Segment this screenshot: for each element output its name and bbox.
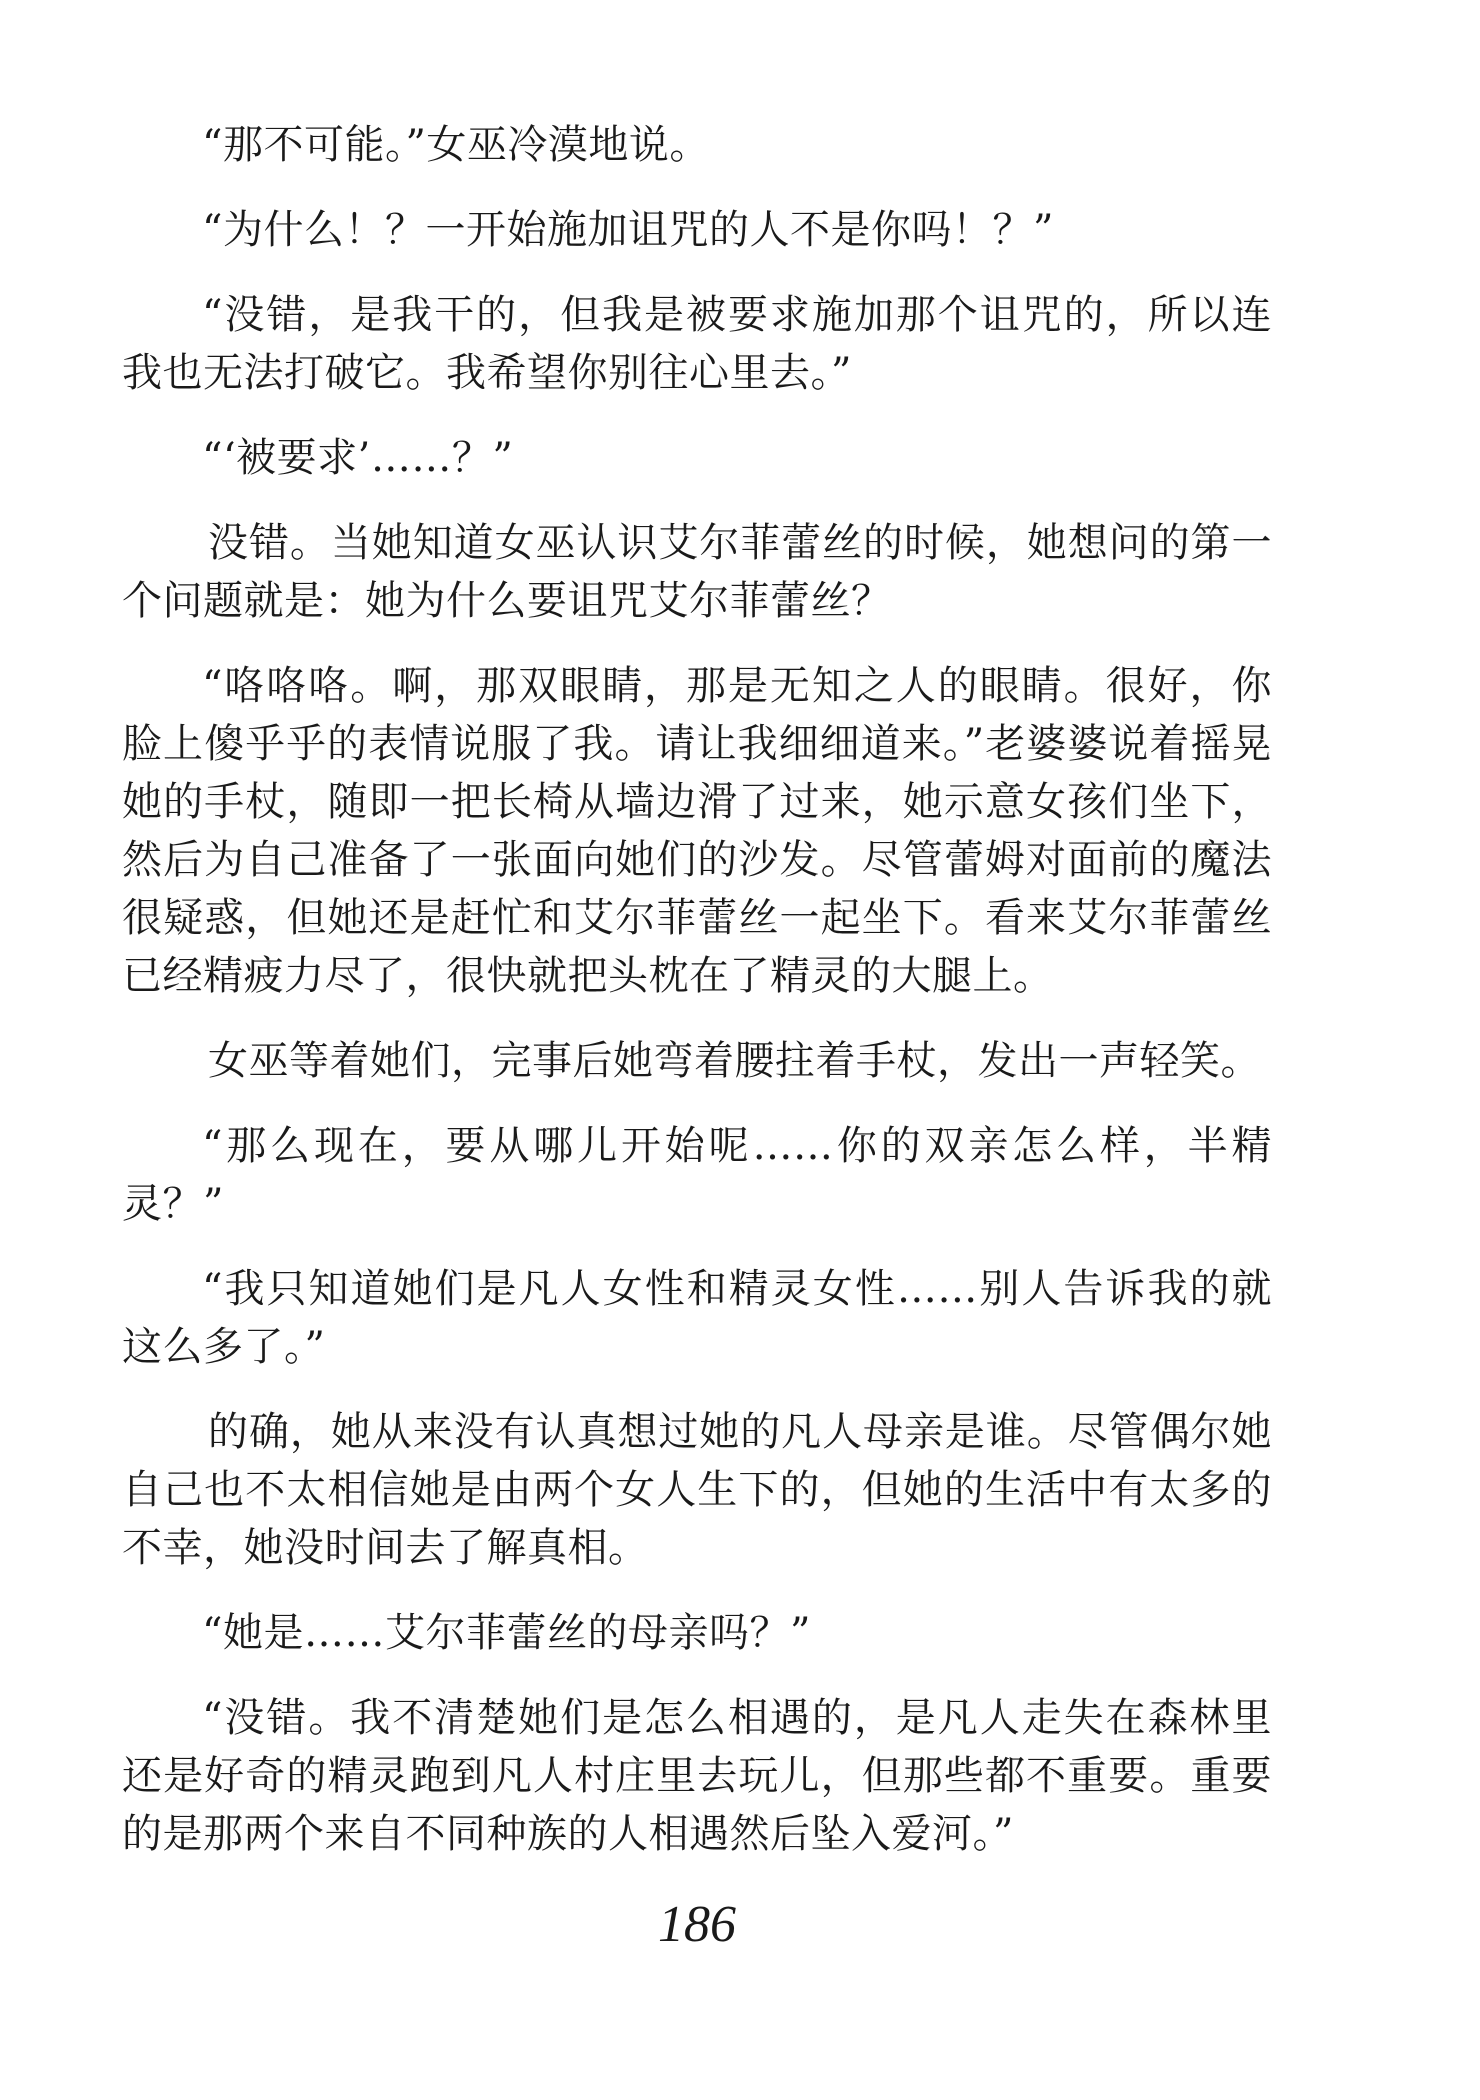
paragraph: “她是……艾尔菲蕾丝的母亲吗？” <box>202 1610 811 1656</box>
paragraph: 没错。当她知道女巫认识艾尔菲蕾丝的时候，她想问的第一个问题就是：她为什么要诅咒艾尔菲蕾丝？ <box>122 520 1272 624</box>
paragraph: “为什么！？一开始施加诅咒的人不是你吗！？” <box>202 207 1054 253</box>
paragraph: “那不可能。”女巫冷漠地说。 <box>202 122 710 168</box>
page-number: 186 <box>658 1896 736 1953</box>
body-text <box>122 116 1272 1890</box>
paragraph: “我只知道她们是凡人女性和精灵女性……别人告诉我的就这么多了。” <box>122 1266 1272 1370</box>
paragraph: 女巫等着她们，完事后她弯着腰拄着手杖，发出一声轻笑。 <box>208 1038 1261 1084</box>
paragraph: “没错。我不清楚她们是怎么相遇的，是凡人走失在森林里还是好奇的精灵跑到凡人村庄里去玩儿，但那些都不重要。重要的是那两个来自不同种族的人相遇然后坠入爱河。” <box>122 1695 1272 1857</box>
paragraph: “没错，是我干的，但我是被要求施加那个诅咒的，所以连我也无法打破它。我希望你别往心里去。” <box>122 292 1272 396</box>
paragraph: “咯咯咯。啊，那双眼睛，那是无知之人的眼睛。很好，你脸上傻乎乎的表情说服了我。请让我细细道来。”老婆婆说着摇晃她的手杖，随即一把长椅从墙边滑了过来，她示意女孩们坐下，然后为自己准备了一张面向她们的沙发。尽管蕾姆对面前的魔法很疑惑，但她还是赶忙和艾尔菲蕾丝一起坐下。看来艾尔菲蕾丝已经精疲力尽了，很快就把头枕在了精灵的大腿上。 <box>122 663 1272 999</box>
paragraph: 的确，她从来没有认真想过她的凡人母亲是谁。尽管偶尔她自己也不太相信她是由两个女人生下的，但她的生活中有太多的不幸，她没时间去了解真相。 <box>122 1409 1272 1571</box>
paragraph: “‘被要求’……？” <box>202 435 514 481</box>
paragraph: “那么现在，要从哪儿开始呢……你的双亲怎么样，半精灵？” <box>122 1123 1272 1227</box>
